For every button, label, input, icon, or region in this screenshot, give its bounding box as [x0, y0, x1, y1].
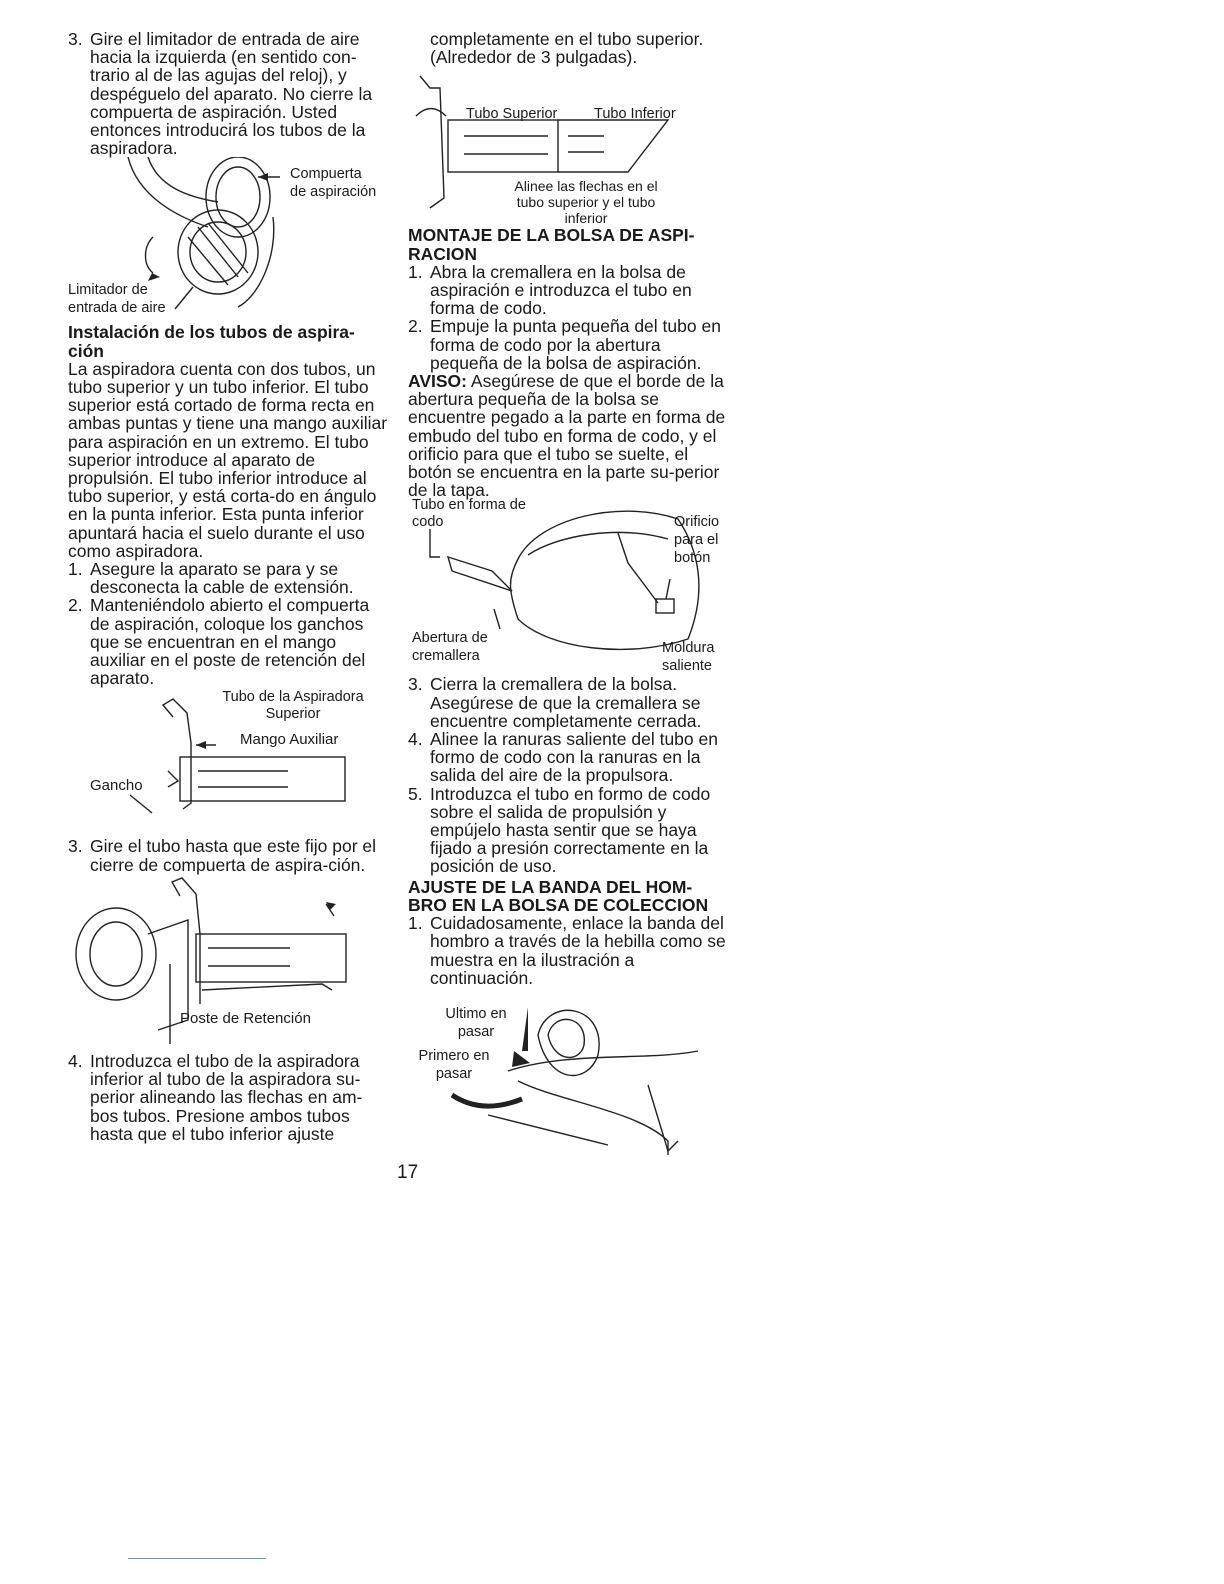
step-1-abra: 1. Abra la cremallera en la bolsa de aspiración e introduzca el tubo en forma de codo.: [408, 261, 692, 319]
label-abertura: Abertura de cremallera: [412, 630, 488, 665]
step-4-alinee: 4. Alinee la ranuras saliente del tubo en formo de codo con la ranuras en la salida del aire de la propulsora.: [408, 729, 718, 786]
step-3-cierra: 3. Cierra la cremallera de la bolsa. Asegúrese de que la cremallera se encuentre completamente cerrada.: [408, 674, 702, 731]
label-limitador: Limitador de entrada de aire: [68, 282, 166, 317]
label-primero: Primero en pasar: [418, 1047, 490, 1082]
label-orificio: Orificio para el botón: [674, 514, 720, 567]
label-tubo-inferior: Tubo Inferior: [594, 106, 676, 123]
figure-banda: [408, 1005, 730, 1155]
label-moldura: Moldura saliente: [662, 640, 715, 675]
label-mango-auxiliar: Mango Auxiliar: [240, 731, 339, 749]
label-tubo-superior-2: Tubo Superior: [466, 106, 558, 123]
left-column: [68, 30, 388, 1143]
step-1-cuidadosamente: 1. Cuidadosamente, enlace la banda del hombro a través de la hebilla como se muestra en la ilustración a continuación.: [408, 913, 726, 988]
figure-compuerta: [68, 157, 388, 317]
footer-rule: [128, 1558, 266, 1559]
label-tubo-codo: Tubo en forma de codo: [412, 497, 526, 531]
figure-poste: [68, 874, 388, 1052]
heading-ajuste: AJUSTE DE LA BANDA DEL HOM-BRO EN LA BOLSA DE COLECCION: [408, 876, 709, 915]
label-gancho: Gancho: [90, 777, 143, 795]
step-3-limitador: 3. Gire el limitador de entrada de aire hacia la izquierda (en sentido con-trario al de las agujas del reloj), y despéguelo del aparato. No cierre la compuerta de aspiración. Usted entonces introducirá los tubos de la aspiradora.: [68, 29, 373, 159]
figure-mango-auxiliar: [68, 687, 388, 837]
label-compuerta: Compuerta de aspiración: [290, 166, 377, 201]
step-1-asegure: 1. Asegure la aparato se para y se desconecta la cable de extensión.: [68, 559, 354, 598]
step-2-manteniendo: 2. Manteniéndolo abierto el compuerta de aspiración, coloque los ganchos que se encuentran en el mango auxiliar en el poste de retención del aparato.: [68, 595, 370, 689]
label-ultimo: Ultimo en pasar: [445, 1005, 507, 1040]
step-2-empuje: 2. Empuje la punta pequeña del tubo en forma de codo por la abertura pequeña de la bolsa de aspiración.: [408, 316, 721, 373]
figure-tubos: [408, 66, 730, 226]
heading-instalacion: Instalación de los tubos de aspira-ción: [68, 322, 355, 361]
step-5-introduzca: 5. Introduzca el tubo en formo de codo sobre el salida de propulsión y empújelo hasta sentir que se haya fijado a presión correctamente en la posición de uso.: [408, 783, 711, 877]
label-poste-retencion: Poste de Retención: [180, 1009, 311, 1027]
figure-bolsa: [408, 499, 730, 675]
right-column: [408, 30, 730, 1155]
label-alinee: Alinee las flechas en el tubo superior y el tubo inferior: [514, 178, 658, 227]
step-3-gire-tubo: 3. Gire el tubo hasta que este fijo por el cierre de compuerta de aspira-ción.: [68, 836, 377, 875]
heading-montaje: MONTAJE DE LA BOLSA DE ASPI-RACION: [408, 225, 695, 264]
aviso-paragraph: AVISO: Asegúrese de que el borde de la abertura pequeña de la bolsa se encuentre pegado a la parte en forma de embudo del tubo en forma de codo, y el orificio para que el tubo se suelte, el botón se encuentra en la parte su-perior de la tapa.: [408, 371, 726, 501]
continuation-text: completamente en el tubo superior. (Alrededor de 3 pulgadas).: [430, 29, 704, 68]
page-number: 17: [397, 1162, 419, 1183]
label-tubo-superior: Tubo de la Aspiradora Superior: [222, 689, 364, 723]
step-4-introduzca: 4. Introduzca el tubo de la aspiradora inferior al tubo de la aspiradora su-perior alineando las flechas en am-bos tubos. Presione ambos tubos hasta que el tubo inferior ajuste: [68, 1050, 363, 1144]
intro-paragraph: La aspiradora cuenta con dos tubos, un tubo superior y un tubo inferior. El tubo superior está cortado de forma recta en ambas puntas y tiene una mango auxiliar para aspiración en un extremo. El tubo superior introduce al aparato de propulsión. El tubo inferior introduce al tubo superior, y está corta-do en ángulo en la punta inferior. Esta punta inferior apuntará hacia el suelo durante el uso como aspiradora.: [68, 358, 388, 561]
